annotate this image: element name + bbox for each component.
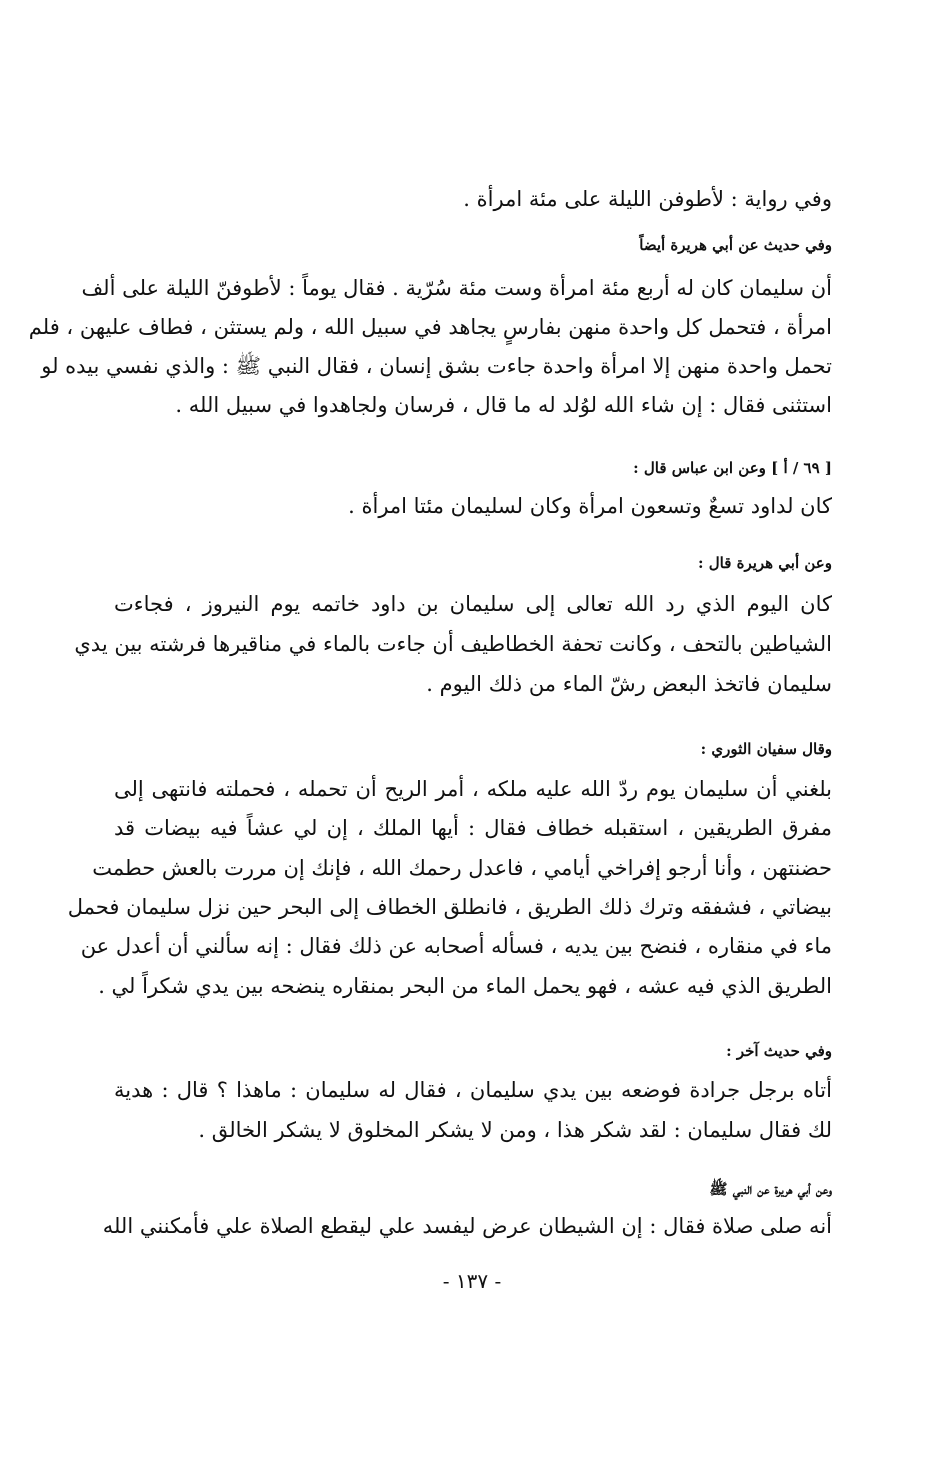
section-heading: [ ٦٩ / أ ] وعن ابن عباس قال : bbox=[633, 459, 832, 477]
text-line: امرأة ، فتحمل كل واحدة منهن بفارسٍ يجاهد في سبيل الله ، ولم يستثن ، فطاف عليهن ، فلم bbox=[28, 315, 832, 339]
section-heading: وفي حديث آخر : bbox=[726, 1042, 832, 1060]
text-line: ماء في منقاره ، فنضح بين يديه ، فسأله أصحابه عن ذلك فقال : إنه سألني أن أعدل عن bbox=[80, 934, 832, 958]
text-line: وفي رواية : لأطوفن الليلة على مئة امرأة . bbox=[463, 187, 832, 211]
text-line: أن سليمان كان له أربع مئة امرأة وست مئة سُرّية . فقال يوماً : لأطوفنّ الليلة على ألف bbox=[81, 276, 832, 300]
text-line: بلغني أن سليمان يوم ردّ الله عليه ملكه ، أمر الريح أن تحمله ، فحملته فانتهى إلى bbox=[114, 777, 832, 801]
page-number: - ١٣٧ - bbox=[442, 1269, 502, 1293]
text-line: استثنى فقال : إن شاء الله لوُلد له ما قال ، فرسان ولجاهدوا في سبيل الله . bbox=[175, 393, 832, 417]
text-line: كان لداود تسعٌ وتسعون امرأة وكان لسليمان مئتا امرأة . bbox=[348, 494, 832, 518]
text-line: لك فقال سليمان : لقد شكر هذا ، ومن لا يشكر المخلوق لا يشكر الخالق . bbox=[198, 1118, 832, 1142]
text-line: كان اليوم الذي رد الله تعالى إلى سليمان بن داود خاتمه يوم النيروز ، فجاءت bbox=[114, 592, 832, 616]
text-line: أنه صلى صلاة فقال : إن الشيطان عرض ليفسد علي ليقطع الصلاة علي فأمكنني الله bbox=[102, 1214, 832, 1238]
section-heading: وقال سفيان الثوري : bbox=[700, 740, 832, 758]
text-line: مفرق الطريقين ، استقبله خطاف فقال : أيها الملك ، إن لي عشاً فيه بيضات قد bbox=[114, 816, 832, 840]
section-heading: وعن أبي هريرة قال : bbox=[697, 554, 832, 572]
section-heading: وفي حديث عن أبي هريرة أيضاً bbox=[639, 236, 832, 254]
text-line: الطريق الذي فيه عشه ، فهو يحمل الماء من البحر بمنقاره ينضحه بين يدي شكراً لي . bbox=[98, 974, 832, 998]
text-line: حضنتهن ، وأنا أرجو إفراخي أيامي ، فاعدل رحمك الله ، فإنك إن مررت بالعش حطمت bbox=[92, 856, 832, 880]
text-line: سليمان فاتخذ البعض رشّ الماء من ذلك اليوم . bbox=[426, 672, 832, 696]
section-heading: وعن أبي هريرة عن النبي ﷺ bbox=[709, 1180, 832, 1198]
text-line: بيضاتي ، فشفقه وترك ذلك الطريق ، فانطلق الخطاف إلى البحر حين نزل سليمان فحمل bbox=[67, 895, 832, 919]
text-line: الشياطين بالتحف ، وكانت تحفة الخطاطيف أن جاءت بالماء في مناقيرها فرشته بين يدي bbox=[74, 632, 832, 656]
text-line: تحمل واحدة منهن إلا امرأة واحدة جاءت بشق إنسان ، فقال النبي ﷺ : والذي نفسي بيده لو bbox=[41, 354, 832, 378]
text-line: أتاه برجل جرادة فوضعه بين يدي سليمان ، فقال له سليمان : ماهذا ؟ قال : هدية bbox=[114, 1078, 832, 1102]
